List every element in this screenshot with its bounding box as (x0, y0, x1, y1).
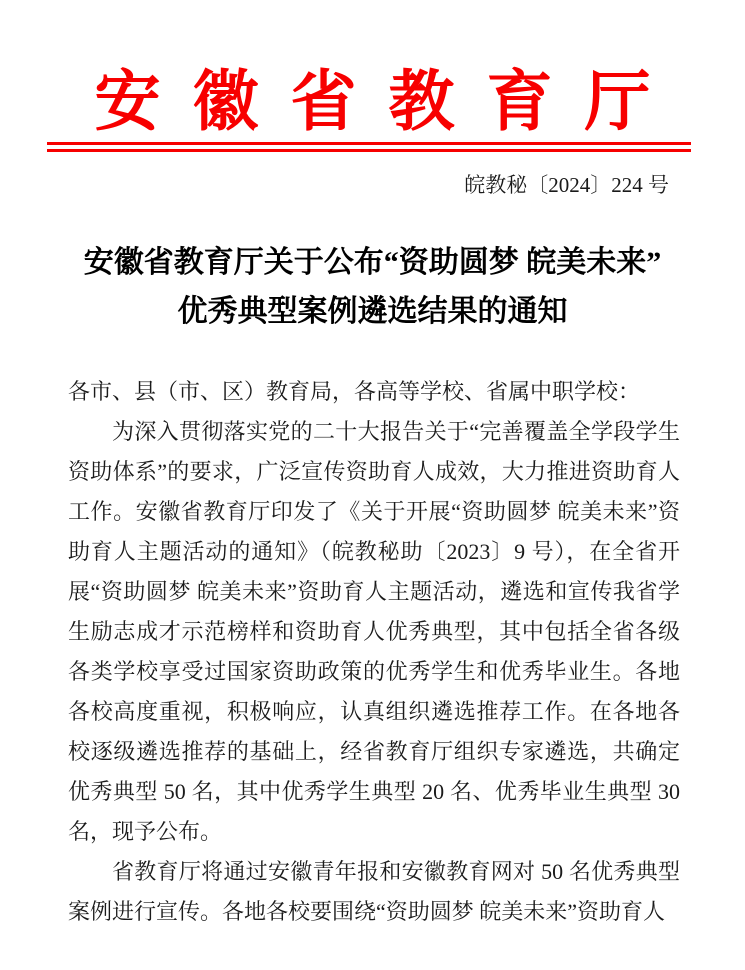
document-title (40, 238, 705, 336)
salutation-line: 各市、县（市、区）教育局，各高等学校、省属中职学校： (68, 379, 641, 404)
document-title-line-1: 安徽省教育厅关于公布“资助圆梦 皖美未来” (83, 246, 662, 279)
agency-masthead-title: 安徽省教育厅 (94, 66, 683, 139)
document-reference-number: 皖教秘〔2024〕224 号 (464, 173, 669, 197)
body-paragraph-1: 为深入贯彻落实党的二十大报告关于“完善覆盖全学段学生资助体系”的要求，广泛宣传资助育人成效，大力推进资助育人工作。安徽省教育厅印发了《关于开展“资助圆梦 皖美未来”资助育人主题活动的通知》（皖教秘助〔2023〕9 号），在全省开展“资助圆梦 皖美未来”资助育人主题活动，遴选和宣传我省学生励志成才示范榜样和资助育人优秀典型，其中包括全省各级各类学校享受过国家资助政策的优秀学生和优秀毕业生。各地各校高度重视，积极响应，认真组织遴选推荐工作。在各地各校逐级遴选推荐的基础上，经省教育厅组织专家遴选，共确定优秀典型 50 名，其中优秀学生典型 20 名、优秀毕业生典型 30 名，现予公布。 (68, 419, 681, 844)
document-body (68, 372, 680, 932)
body-paragraph-2: 省教育厅将通过安徽青年报和安徽教育网对 50 名优秀典型案例进行宣传。各地各校要围绕“资助圆梦 皖美未来”资助育人 (68, 859, 680, 924)
document-title-line-2: 优秀典型案例遴选结果的通知 (177, 295, 568, 328)
red-double-rule-divider (47, 142, 691, 152)
